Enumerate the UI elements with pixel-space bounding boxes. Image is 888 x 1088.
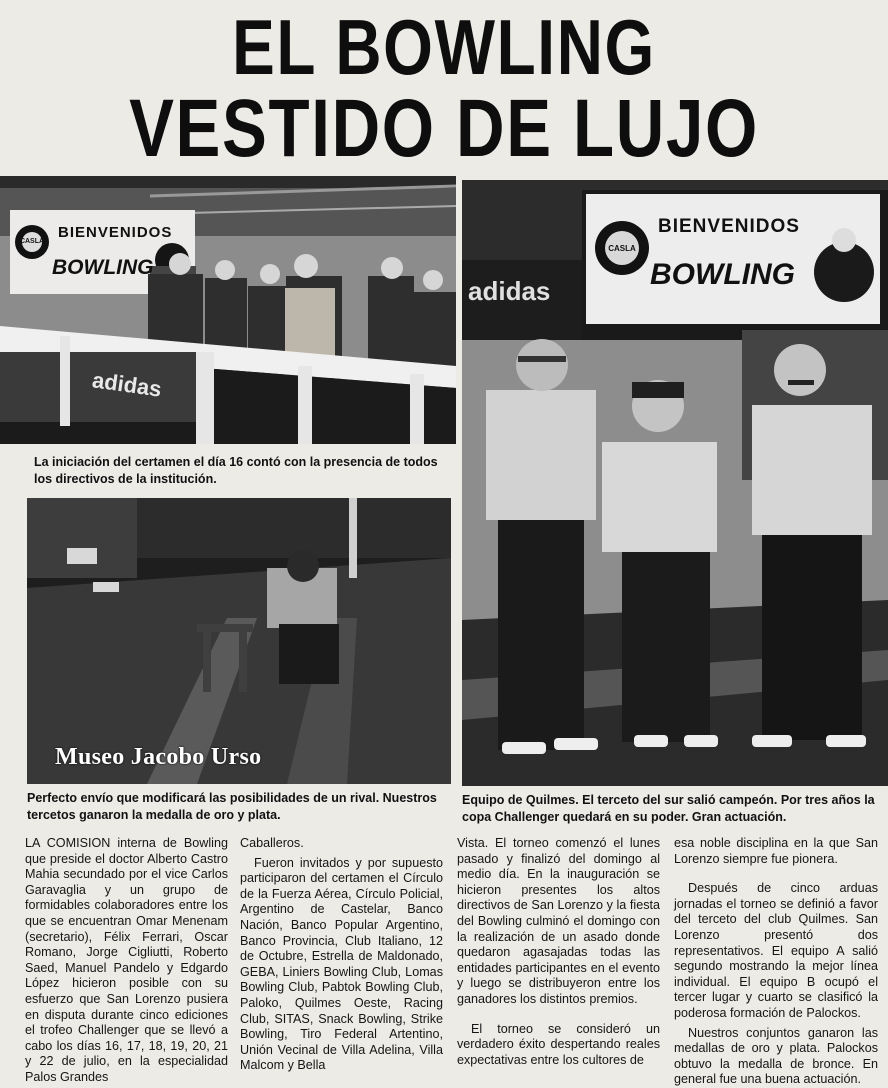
banner-logo: CASLA — [19, 238, 45, 245]
banner-welcome-text: BIENVENIDOS — [58, 224, 173, 241]
body-column-4 — [674, 836, 878, 1088]
banner-sport-text: BOWLING — [52, 256, 154, 279]
photo-bowler — [27, 498, 451, 784]
body-paragraph: esa noble disciplina en la que San Lorenzo siempre fue pionera. — [674, 836, 878, 866]
banner-sport-text: BOWLING — [650, 258, 795, 291]
wall-brand-text: adidas — [468, 276, 551, 306]
body-column-3 — [457, 836, 660, 1068]
headline-line-1: EL BOWLING — [232, 3, 656, 91]
body-column-2 — [240, 836, 443, 1074]
body-paragraph: El torneo se consideró un verdadero éxito despertando reales expectativas entre los cultores de — [457, 1021, 660, 1067]
body-paragraph: Nuestros conjuntos ganaron las medallas de oro y plata. Palockos obtuvo la medalla de bronce. En general fue una buena actuación. — [674, 1025, 878, 1087]
photo-directors — [0, 176, 456, 444]
banner-welcome-text: BIENVENIDOS — [658, 216, 800, 237]
body-paragraph: Vista. El torneo comenzó el lunes pasado y finalizó del domingo al medio día. En la inauguración se hicieron presentes los altos directivos de San Lorenzo y la fiesta del Bowling culminó el domingo con la realización de un asado donde quedaron agasajadas todas las entidades participantes en el evento y luego se distribuyeron entre los ganadores los distintos premios. — [457, 836, 660, 1006]
caption-directors: La iniciación del certamen el día 16 contó con la presencia de todos los directivos de la institución. — [34, 455, 438, 486]
rail-brand-text: adidas — [90, 367, 164, 402]
watermark-text: Museo Jacobo Urso — [55, 744, 262, 770]
caption-team: Equipo de Quilmes. El terceto del sur salió campeón. Por tres años la copa Challenger quedará en su poder. Gran actuación. — [462, 793, 875, 824]
body-paragraph: Caballeros. — [240, 836, 304, 850]
body-paragraph: LA COMISION interna de Bowling que preside el doctor Alberto Castro Mahia secundado por el vice Carlos Garavaglia y un grupo de formidables colaboradores entre los que se encuentran Omar Menenam (secretario), Félix Ferrari, Oscar Romano, Jorge Cigliutti, Roberto Saed, Manuel Pandelo y Edgardo López hicieron posible con su esfuerzo que San Lorenzo pusiera en disputa durante cinco ediciones el trofeo Challenger que se llevó a cabo los días 16, 17, 18, 19, 20, 21 y 22 de julio, en la especialidad Palos Grandes — [25, 836, 228, 1084]
headline-line-2: VESTIDO DE LUJO — [129, 83, 759, 174]
caption-bowler: Perfecto envío que modificará las posibilidades de un rival. Nuestros tercetos ganaron la medalla de oro y plata. — [27, 791, 437, 822]
body-paragraph: Después de cinco arduas jornadas el torneo se definió a favor del terceto del club Quilmes. San Lorenzo presentó dos representativos. El equipo A salió segundo mostrando la mejor línea individual. El equipo B ocupó el tercer lugar y cuarto se clasificó la poderosa formación de Palockos. — [674, 881, 878, 1020]
body-paragraph: Fueron invitados y por supuesto participaron del certamen el Círculo de la Fuerza Aérea, Círculo Policial, Argentino de Castelar, Banco Nación, Banco Popular Argentino, Banco Provincia, Club Italiano, 12 de Octubre, Estrella de Maldonado, GEBA, Liniers Bowling Club, Lomas Bowling Club, Pabtok Bowling Club, Paloko, Quilmes Oeste, Racing Club, SITAS, Snack Bowling, Strike Bowling, Tiro Federal Artentino, Unión Vecinal de Villa Adelina, Villa Malcom y Bella — [240, 855, 443, 1073]
banner-logo: CASLA — [608, 244, 636, 253]
body-column-1 — [25, 836, 228, 1086]
photo-team-quilmes — [462, 180, 888, 786]
